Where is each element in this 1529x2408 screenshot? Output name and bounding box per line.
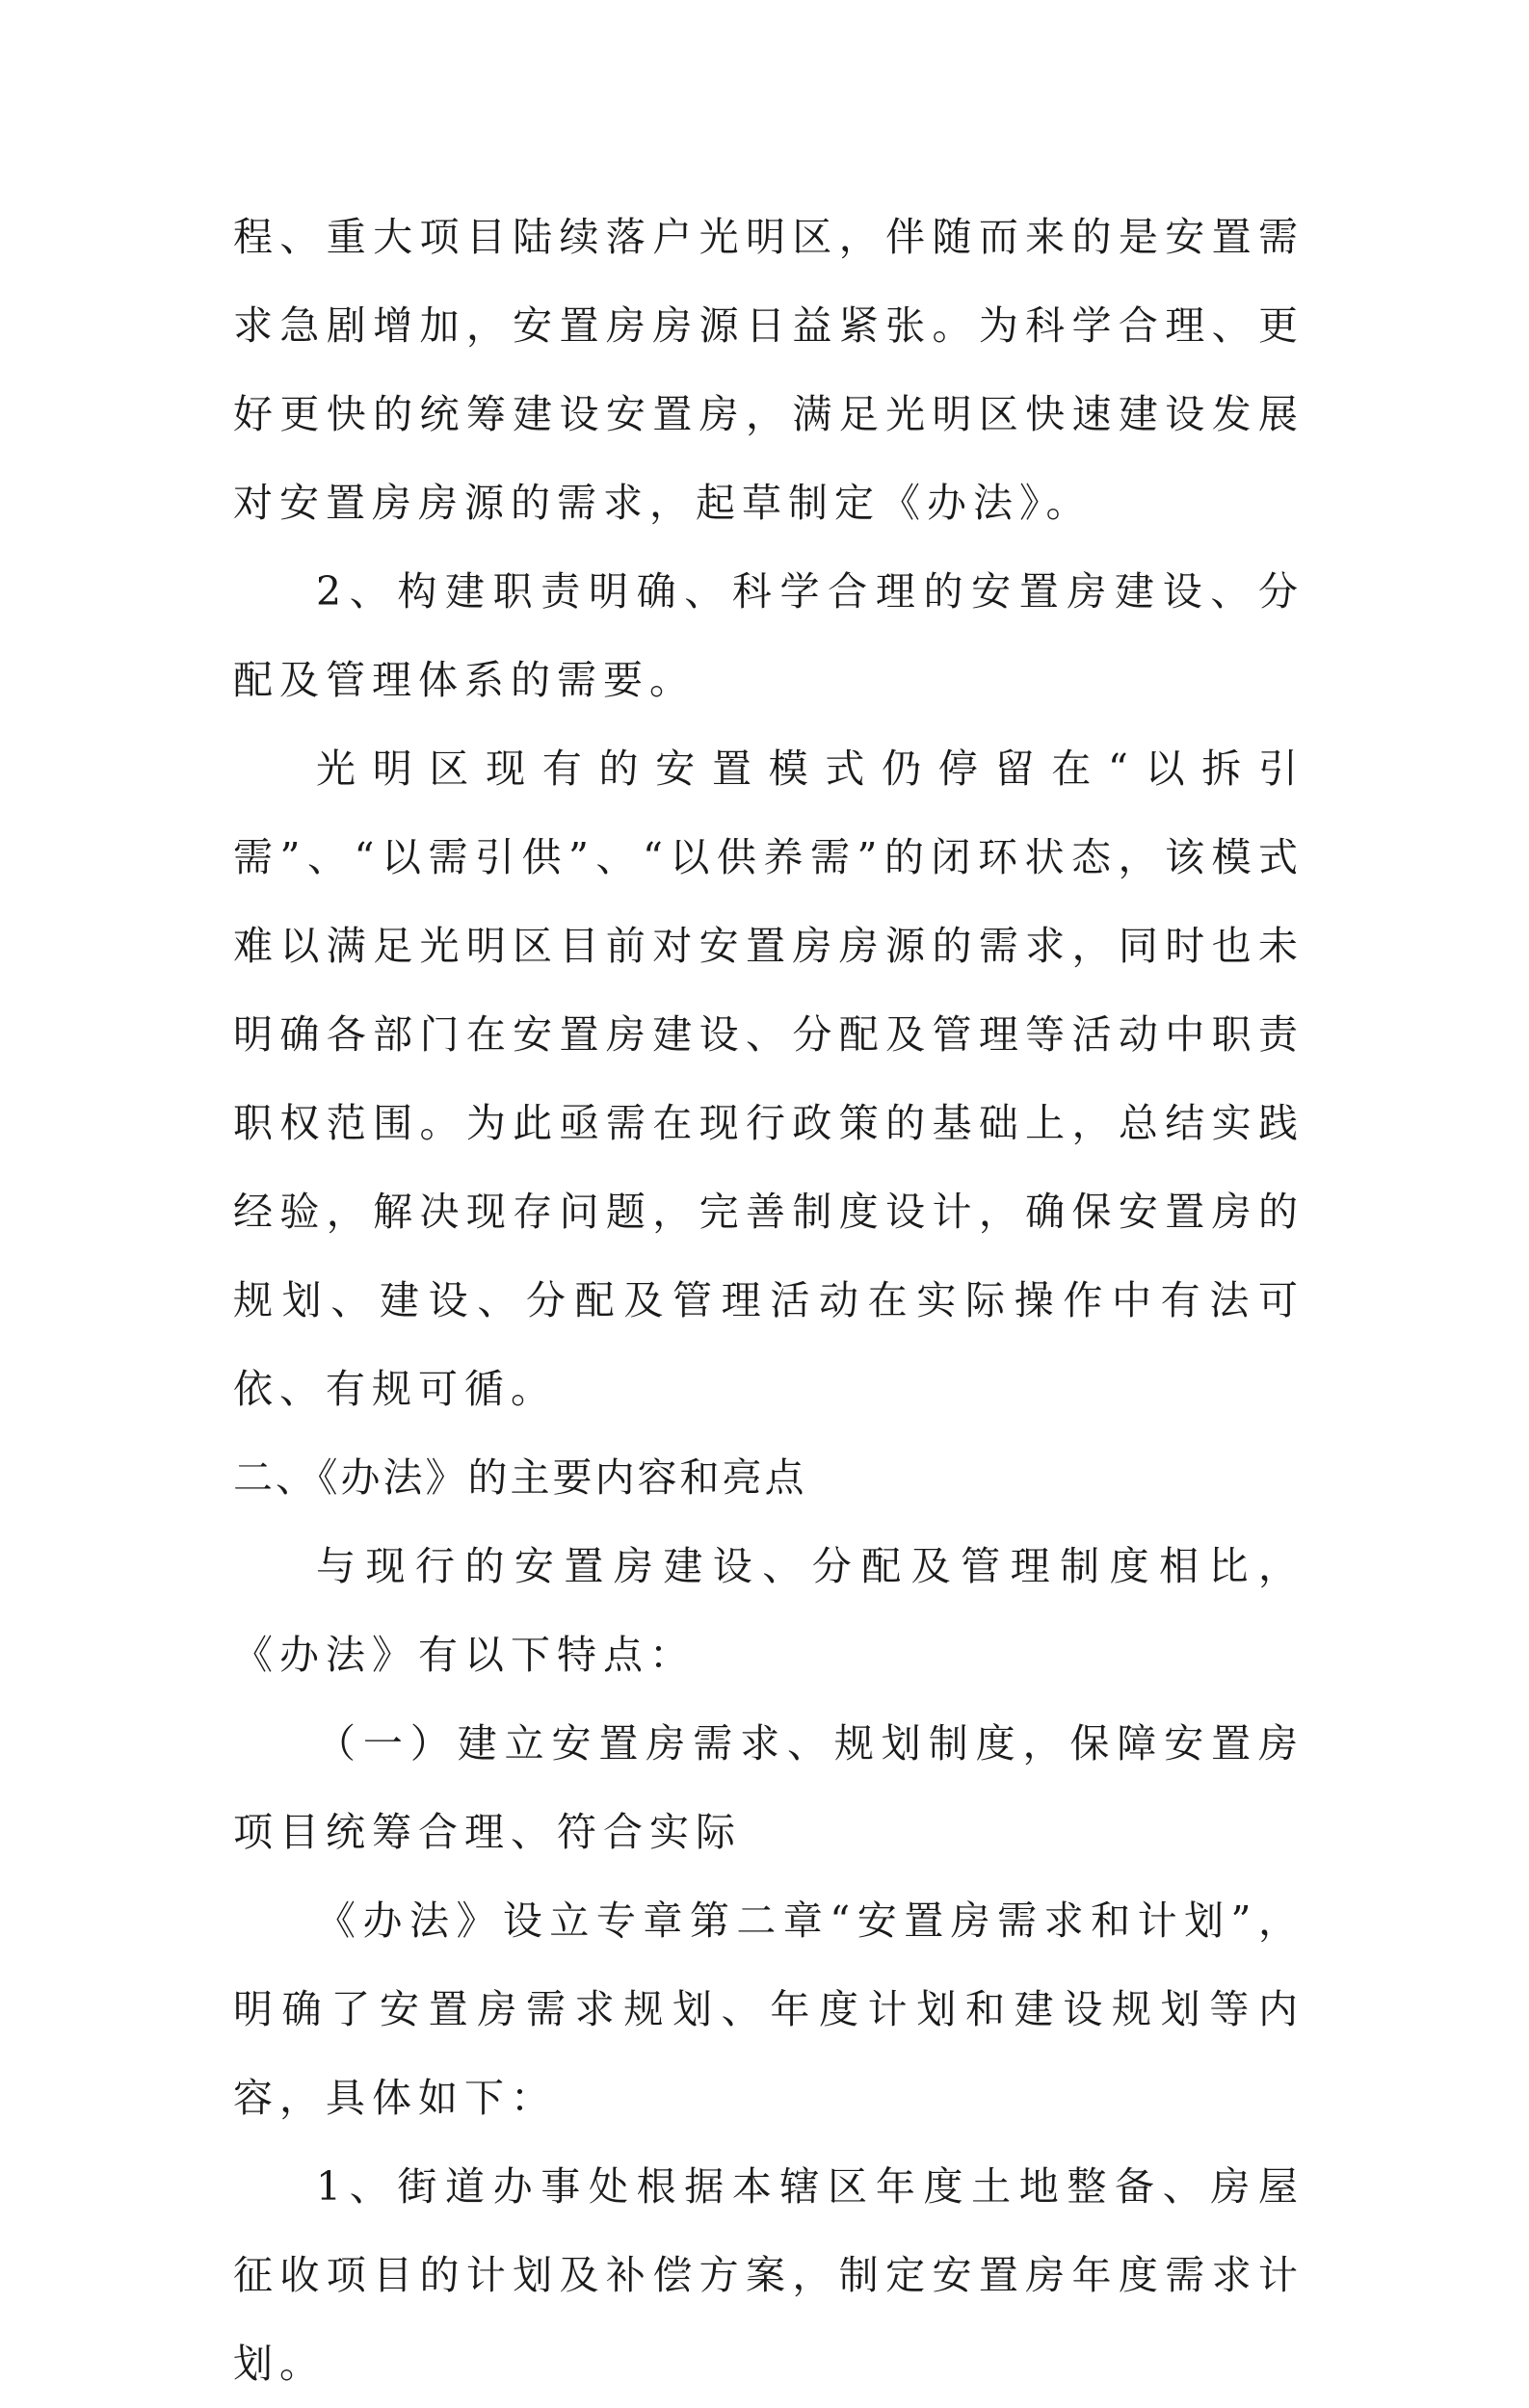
paragraph-subheading-1: （一）建立安置房需求、规划制度，保障安置房项目统筹合理、符合实际 [233, 1720, 1305, 1855]
document-body [233, 193, 1305, 2408]
paragraph-point-2: 2、构建职责明确、科学合理的安置房建设、分配及管理体系的需要。 [233, 568, 1305, 703]
paragraph-demand-background: 程、重大项目陆续落户光明区，伴随而来的是安置需求急剧增加，安置房房源日益紧张。为科学合理、更好更快的统筹建设安置房，满足光明区快速建设发展对安置房房源的需求，起草制定《办法》。 [233, 214, 1305, 526]
paragraph-features-intro: 与现行的安置房建设、分配及管理制度相比，《办法》有以下特点： [233, 1543, 1305, 1678]
section-heading-main-content: 二、《办法》的主要内容和亮点 [233, 1454, 807, 1501]
paragraph-item-1: 1、街道办事处根据本辖区年度土地整备、房屋征收项目的计划及补偿方案，制定安置房年度需求计划。 [233, 2163, 1305, 2387]
paragraph-current-model: 光明区现有的安置模式仍停留在“以拆引需”、“以需引供”、“以供养需”的闭环状态，该模式难以满足光明区目前对安置房房源的需求，同时也未明确各部门在安置房建设、分配及管理等活动中职责职权范围。为此亟需在现行政策的基础上，总结实践经验，解决现存问题，完善制度设计，确保安置房的规划、建设、分配及管理活动在实际操作中有法可依、有规可循。 [233, 746, 1305, 1412]
paragraph-chapter-two: 《办法》设立专章第二章“安置房需求和计划”，明确了安置房需求规划、年度计划和建设规划等内容，具体如下： [233, 1898, 1305, 2121]
